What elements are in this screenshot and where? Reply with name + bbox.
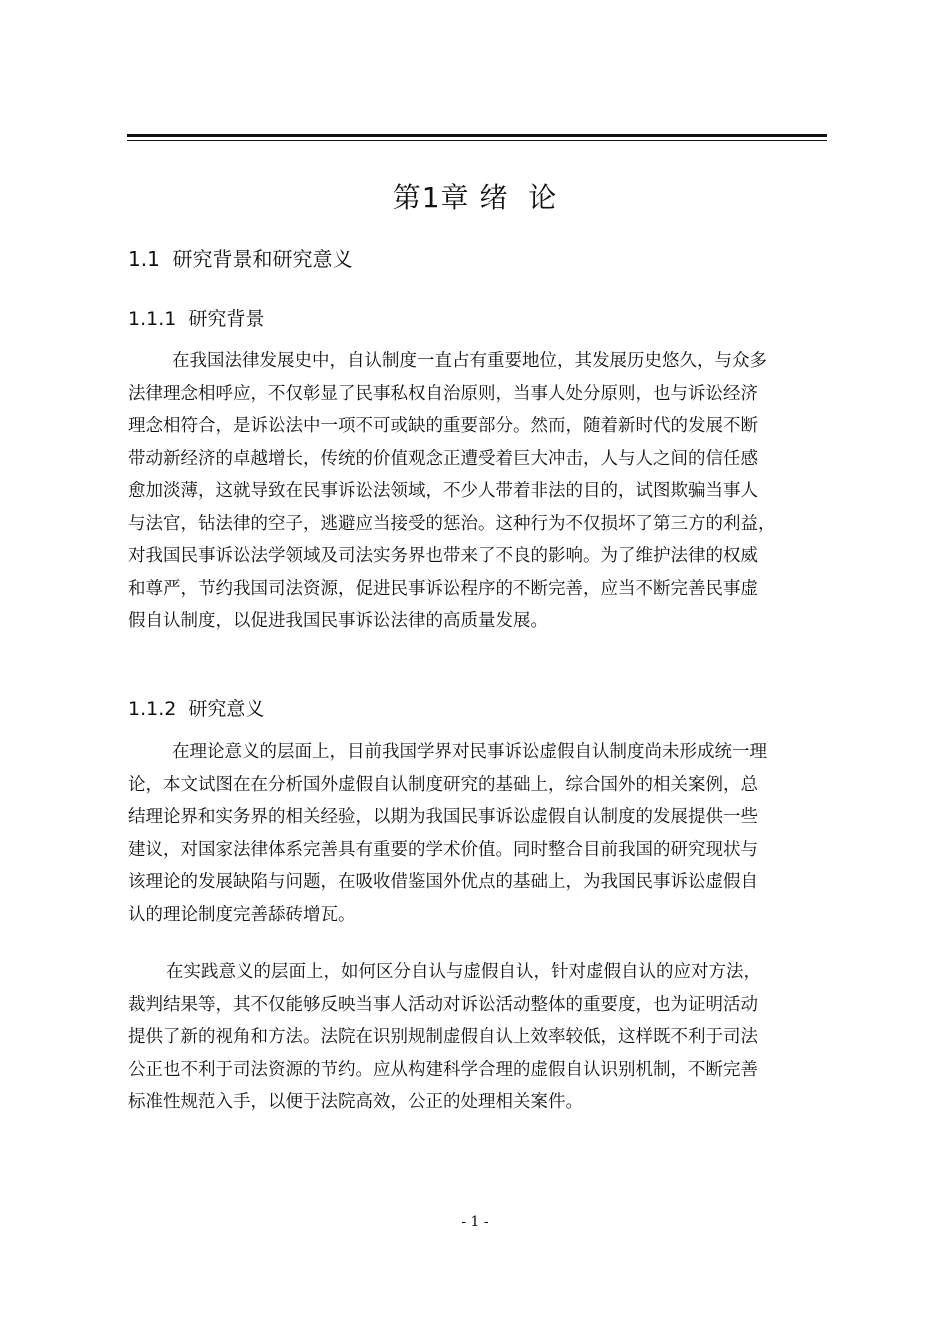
paragraph-line: 提供了新的视角和方法。法院在识别规制虚假自认上效率较低，这样既不利于司法 bbox=[128, 1027, 758, 1047]
paragraph-line: 愈加淡薄，这就导致在民事诉讼法领域，不少人带着非法的目的，试图欺骗当事人 bbox=[128, 481, 758, 501]
paragraph-line: 标准性规范入手，以便于法院高效，公正的处理相关案件。 bbox=[128, 1092, 583, 1112]
background-paragraph bbox=[128, 345, 818, 638]
paragraph-line: 在理论意义的层面上，目前我国学界对民事诉讼虚假自认制度尚未形成统一理 bbox=[172, 742, 767, 762]
header-rule-thick bbox=[127, 134, 827, 137]
paragraph-line: 与法官，钻法律的空子，逃避应当接受的惩治。这种行为不仅损坏了第三方的利益， bbox=[128, 513, 776, 534]
subsection-heading-background: 1.1.1 研究背景 bbox=[128, 308, 265, 330]
paragraph-line: 裁判结果等，其不仅能够反映当事人活动对诉讼活动整体的重要度，也为证明活动 bbox=[128, 994, 758, 1015]
chapter-title: 第1章 绪 论 bbox=[392, 181, 558, 214]
practice-paragraph bbox=[128, 956, 818, 1119]
paragraph-line: 法律理念相呼应，不仅彰显了民事私权自治原则，当事人处分原则，也与诉讼经济 bbox=[128, 383, 758, 404]
paragraph-line: 和尊严，节约我国司法资源，促进民事诉讼程序的不断完善，应当不断完善民事虚 bbox=[128, 578, 758, 599]
paragraph-line: 建议，对国家法律体系完善具有重要的学术价值。同时整合目前我国的研究现状与 bbox=[128, 839, 758, 860]
paragraph-line: 带动新经济的卓越增长，传统的价值观念正遭受着巨大冲击，人与人之间的信任感 bbox=[128, 448, 758, 469]
paragraph-line: 在实践意义的层面上，如何区分自认与虚假自认，针对虚假自认的应对方法， bbox=[166, 962, 761, 982]
paragraph-line: 结理论界和实务界的相关经验，以期为我国民事诉讼虚假自认制度的发展提供一些 bbox=[128, 807, 758, 827]
paragraph-line: 对我国民事诉讼法学领域及司法实务界也带来了不良的影响。为了维护法律的权威 bbox=[128, 546, 758, 566]
page-number: - 1 - bbox=[461, 1214, 489, 1230]
paragraph-line: 论，本文试图在在分析国外虚假自认制度研究的基础上，综合国外的相关案例，总 bbox=[128, 774, 758, 795]
paragraph-line: 该理论的发展缺陷与问题，在吸收借鉴国外优点的基础上，为我国民事诉讼虚假自 bbox=[128, 872, 758, 892]
section-heading: 1.1 研究背景和研究意义 bbox=[128, 247, 353, 271]
paragraph-line: 假自认制度，以促进我国民事诉讼法律的高质量发展。 bbox=[128, 611, 548, 631]
theory-paragraph bbox=[128, 736, 818, 931]
paragraph-line: 认的理论制度完善舔砖增瓦。 bbox=[128, 904, 356, 925]
paragraph-line: 理念相符合，是诉讼法中一项不可或缺的重要部分。然而，随着新时代的发展不断 bbox=[128, 416, 758, 436]
paragraph-line: 公正也不利于司法资源的节约。应从构建科学合理的虚假自认识别机制，不断完善 bbox=[128, 1059, 758, 1080]
paragraph-line: 在我国法律发展史中，自认制度一直占有重要地位，其发展历史悠久，与众多 bbox=[172, 351, 767, 371]
header-rule-thin bbox=[127, 140, 827, 141]
subsection-heading-significance: 1.1.2 研究意义 bbox=[128, 698, 265, 720]
